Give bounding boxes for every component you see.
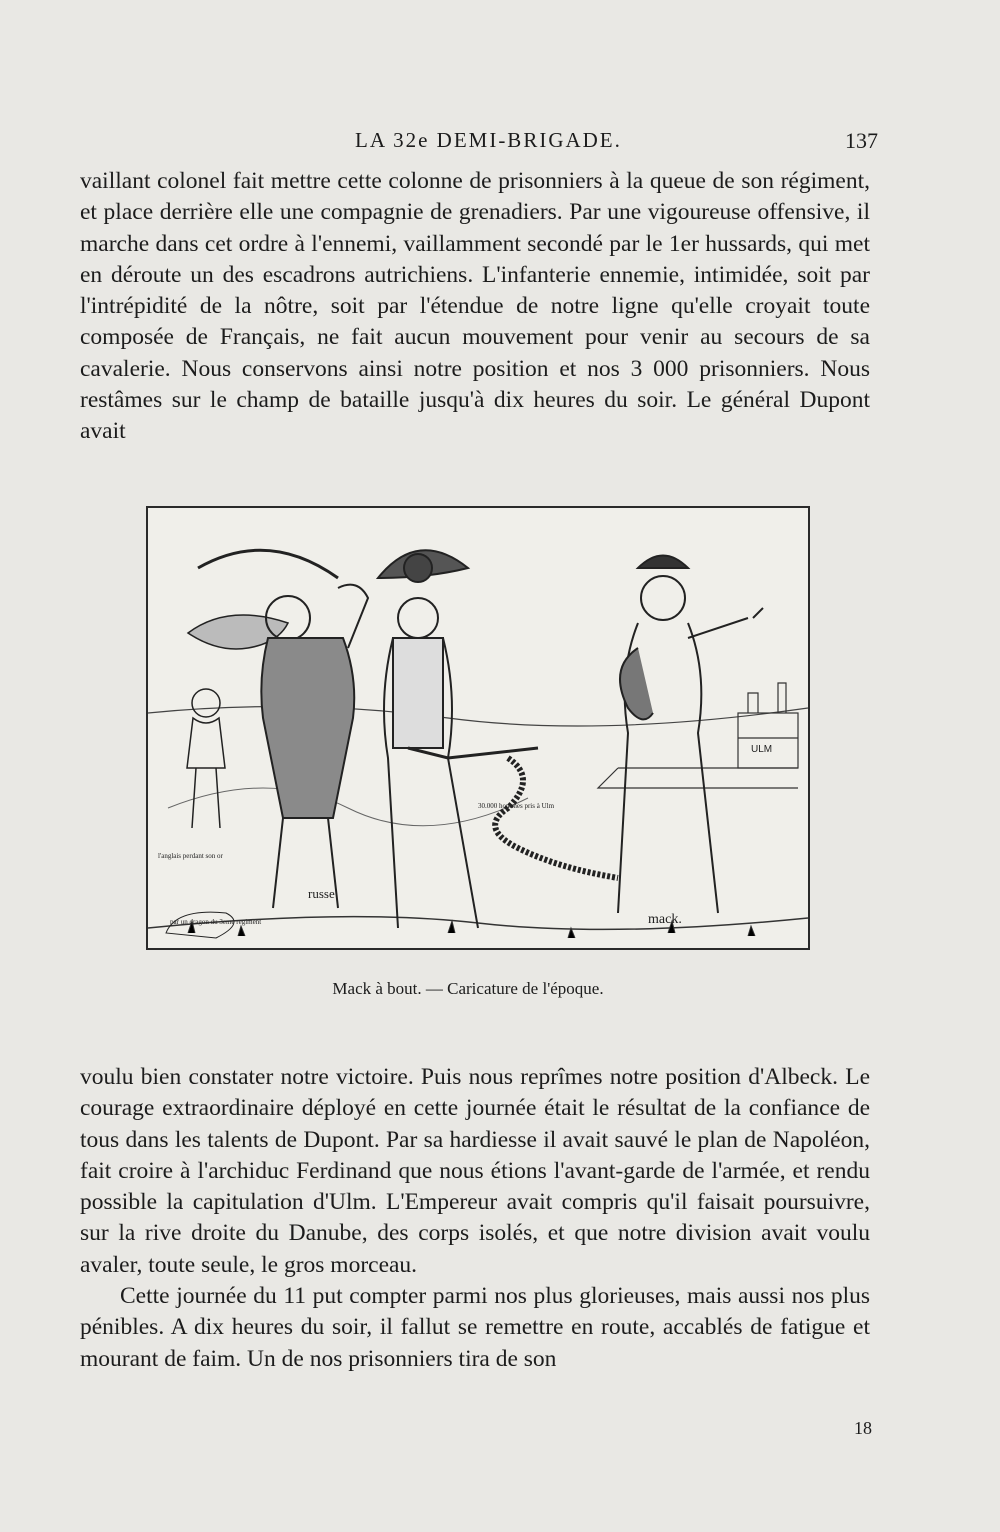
caricature-drawing bbox=[148, 508, 808, 948]
paragraph: voulu bien constater notre victoire. Puis nous reprîmes notre position d'Albeck. Le courage extraordinaire déployé en cette journée était le résultat de la confiance de tous dans les talents de Dupont. Par sa hardiesse il avait sauvé le plan de Napoléon, fait croire à l'archiduc Ferdinand que nous étions l'avant-garde de l'armée, et rendu possible la capitulation d'Ulm. L'Empereur avait compris qu'il faisait poursuivre, sur la rive droite du Danube, des corps isolés, et que notre division avait voulu avaler, toute seule, le gros morceau. bbox=[80, 1064, 870, 1278]
dragon-label: par un dragon du 3eme regiment bbox=[170, 918, 262, 926]
prisoners-label: 30.000 hommes pris à Ulm bbox=[478, 802, 555, 810]
ulm-label: ULM bbox=[751, 744, 773, 755]
paragraph: vaillant colonel fait mettre cette colonne de prisonniers à la queue de son régiment, et place derrière elle une compagnie de grenadiers. Par une vigoureuse offensive, il marche dans cet ordre à l'ennemi, vaillamment secondé par le 1er hussards, qui met en déroute un des escadrons autrichiens. L'infanterie ennemie, intimidée, soit par l'intrépidité de la nôtre, soit par l'étendue de notre ligne qu'elle croyait toute composée de Français, ne fait aucun mouvement pour venir au secours de sa cavalerie. Nous conservons ainsi notre position et nos 3 000 prisonniers. Nous restâmes sur le champ de bataille jusqu'à dix heures du soir. Le général Dupont avait bbox=[80, 168, 870, 445]
anglais-label: l'anglais perdant son or bbox=[158, 852, 223, 860]
caricature-illustration bbox=[146, 506, 810, 950]
paragraph: Cette journée du 11 put compter parmi nos plus glorieuses, mais aussi nos plus pénibles. A dix heures du soir, il fallut se remettre en route, accablés de fatigue et mourant de faim. Un de nos prisonniers tira de son bbox=[80, 1283, 870, 1372]
signature-mark: 18 bbox=[854, 1418, 872, 1438]
mack-label: mack. bbox=[648, 912, 682, 927]
text-block-bottom bbox=[80, 1062, 870, 1375]
running-title: LA 32e DEMI-BRIGADE. bbox=[355, 128, 622, 152]
running-head bbox=[80, 128, 878, 158]
russe-label: russe bbox=[308, 886, 335, 901]
figure-caption: Mack à bout. — Caricature de l'époque. bbox=[332, 979, 604, 998]
text-block-top bbox=[80, 166, 870, 448]
page-number: 137 bbox=[845, 128, 878, 153]
